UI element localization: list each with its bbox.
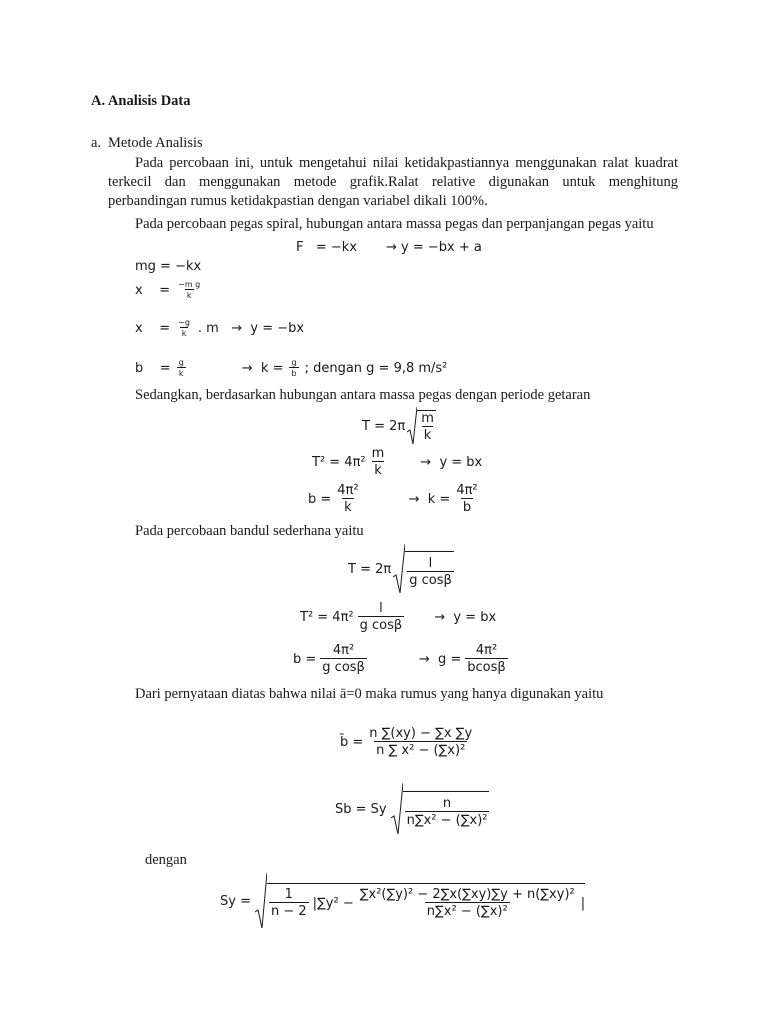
eq-x-g-lhs: x = (135, 320, 171, 336)
paragraph-bandul: Pada percobaan bandul sederhana yaitu (135, 523, 364, 539)
eq-period-squared-fraction (370, 446, 387, 478)
eq-x-g-den: k (181, 329, 187, 338)
eq-period-pendulum-lhs: T = 2π (348, 561, 392, 577)
eq-sb-fraction (405, 796, 490, 828)
eq-b-bar-lhs: b̄ = (340, 734, 364, 750)
eq-x-g (135, 318, 304, 338)
eq-g-pendulum-fraction (465, 643, 507, 675)
paragraph-rumus: Dari pernyataan diatas bahwa nilai ā=0 maka rumus yang hanya digunakan yaitu (135, 686, 604, 702)
eq-period-pendulum-den: g cosβ (409, 572, 452, 588)
eq-b-bar-num: n ∑(xy) − ∑x ∑y (369, 726, 473, 741)
eq-period-spring-num: m (421, 410, 434, 426)
eq-period-spring (362, 406, 436, 446)
eq-b-pendulum-lhs: b = (293, 651, 317, 667)
eq-sy-end: | (580, 895, 586, 911)
eq-pendulum-squared-lhs: T² = 4π² (300, 609, 354, 625)
subsection-title: Metode Analisis (108, 135, 203, 151)
eq-b-spring (308, 483, 480, 515)
eq-sy-fraction-a (269, 887, 309, 919)
eq-sb-num: n (442, 795, 452, 811)
eq-period-spring-fraction (419, 411, 436, 443)
eq-b-pendulum-den: g cosβ (322, 660, 365, 675)
eq-b-g (135, 358, 447, 378)
eq-period-squared-num: m (371, 446, 385, 461)
paragraph-intro: Pada percobaan ini, untuk mengetahui nilai ketidakpastiannya menggunakan ralat kuadrat terkecil dan menggunakan metode grafik.Ralat relative digunakan untuk menghitung perbandingan rumus ketidakpastian dengan variabel dikali 100%. (108, 155, 678, 209)
eq-period-pendulum-num: l (428, 555, 433, 571)
eq-period-squared-tail: → y = bx (420, 454, 483, 470)
sqrt-icon (407, 406, 417, 446)
eq-pendulum-squared-tail: → y = bx (434, 609, 497, 625)
eq-b-pendulum (293, 643, 508, 675)
eq-sy-b-num: ∑x²(∑y)² − 2∑x(∑xy)∑y + n(∑xy)² (359, 887, 575, 902)
eq-sy-lhs: Sy = (220, 893, 251, 909)
eq-sb-lhs: Sb = Sy (335, 801, 387, 817)
eq-b-bar-den: n ∑ x² − (∑x)² (376, 743, 466, 758)
eq-sy-mid: |∑y² − (312, 895, 354, 911)
eq-x-g-fraction (176, 318, 192, 338)
eq-b-spring-lhs: b = (308, 491, 332, 507)
eq-b-spring-den: k (344, 500, 352, 515)
eq-b-pendulum-fraction (320, 643, 367, 675)
eq-b-g-den: k (178, 369, 184, 378)
section-heading: A. Analisis Data (91, 93, 191, 109)
eq-b-spring-num: 4π² (337, 483, 359, 498)
eq-g-pendulum-den: bcosβ (467, 660, 506, 675)
eq-x-mg (135, 280, 202, 300)
eq-g-pendulum-num: 4π² (475, 643, 498, 658)
eq-period-spring-lhs: T = 2π (362, 418, 406, 434)
eq-x-mg-den: k (186, 291, 192, 300)
eq-k-spring-den: b (462, 500, 472, 515)
eq-k-spring-num: 4π² (456, 483, 478, 498)
eq-b-g-num: g (178, 358, 184, 367)
eq-period-squared-lhs: T² = 4π² (312, 454, 366, 470)
eq-period-spring-den: k (423, 427, 432, 443)
eq-b-bar-fraction (367, 726, 474, 758)
eq-b-spring-fraction (335, 483, 360, 515)
paragraph-pegas: Pada percobaan pegas spiral, hubungan antara massa pegas dan perpanjangan pegas yaitu (135, 216, 654, 232)
eq-sb (335, 782, 489, 836)
eq-x-mg-lhs: x = (135, 282, 171, 298)
eq-hooke: F = −kx (296, 240, 358, 255)
eq-period-pendulum-fraction (407, 556, 454, 588)
eq-b-bar (340, 726, 474, 758)
eq-k-g-fraction (289, 358, 298, 378)
eq-b-g-arrow: → k = (241, 360, 284, 376)
eq-period-squared-den: k (374, 463, 382, 478)
eq-b-pendulum-arrow: → g = (418, 651, 462, 667)
eq-sy-b-den: n∑x² − (∑x)² (426, 904, 508, 919)
subsection-marker: a. (91, 135, 102, 151)
sqrt-icon (255, 872, 267, 930)
eq-period-squared (312, 446, 482, 478)
eq-x-g-num: −g (178, 318, 190, 327)
eq-period-pendulum (348, 543, 454, 595)
eq-x-mg-num: −m g (178, 280, 201, 289)
eq-b-pendulum-num: 4π² (332, 643, 355, 658)
eq-hooke-linear: → y = −bx + a (386, 240, 482, 255)
eq-k-spring-fraction (454, 483, 479, 515)
eq-pendulum-squared (300, 601, 496, 633)
eq-x-g-tail: . m → y = −bx (197, 320, 305, 336)
eq-pendulum-squared-den: g cosβ (359, 618, 403, 633)
eq-b-g-lhs: b = (135, 360, 171, 376)
eq-pendulum-squared-fraction (358, 601, 405, 633)
sqrt-icon (391, 782, 403, 836)
eq-pendulum-squared-num: l (379, 601, 383, 616)
eq-b-g-tail: ; dengan g = 9,8 m/s² (304, 360, 448, 376)
eq-x-mg-fraction (176, 280, 202, 300)
eq-k-g-den: b (291, 369, 297, 378)
eq-b-g-fraction (177, 358, 186, 378)
eq-sb-den: n∑x² − (∑x)² (406, 812, 488, 828)
label-dengan: dengan (145, 852, 187, 868)
paragraph-periode: Sedangkan, berdasarkan hubungan antara massa pegas dengan periode getaran (135, 387, 591, 403)
sqrt-icon (393, 543, 405, 595)
eq-b-spring-arrow: → k = (408, 491, 451, 507)
eq-sy (220, 872, 585, 930)
eq-sy-fraction-b (358, 887, 577, 919)
eq-k-g-num: g (291, 358, 297, 367)
eq-sy-a-den: n − 2 (270, 904, 307, 919)
eq-mg: mg = −kx (135, 259, 202, 274)
eq-sy-a-num: 1 (284, 887, 293, 902)
